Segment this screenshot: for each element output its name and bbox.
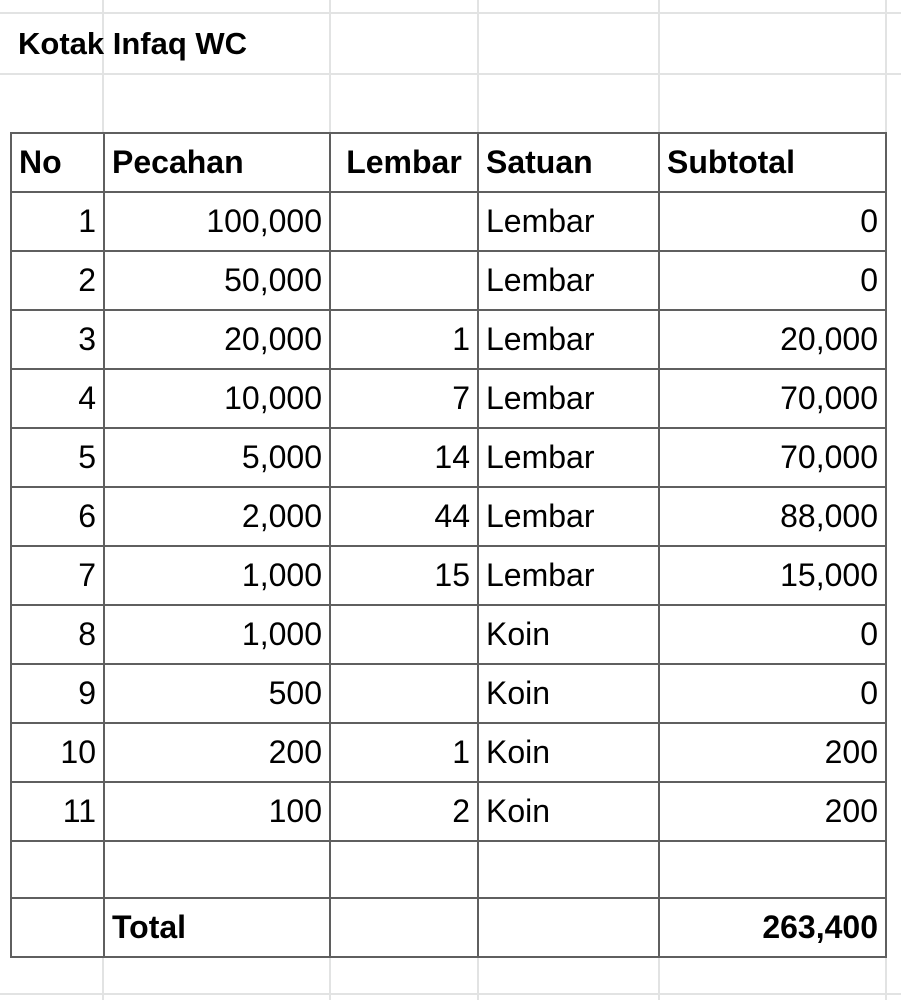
cell-subtotal[interactable]: 70,000 [659,369,886,428]
sheet-title[interactable]: Kotak Infaq WC [18,26,248,61]
cell-subtotal[interactable]: 20,000 [659,310,886,369]
table-row [11,782,886,841]
cell-no[interactable]: 3 [11,310,104,369]
cell-pecahan[interactable]: 1,000 [104,546,330,605]
cell-lembar[interactable]: 14 [330,428,478,487]
cell-pecahan[interactable]: 5,000 [104,428,330,487]
cell-pecahan[interactable]: 2,000 [104,487,330,546]
cell-lembar[interactable] [330,664,478,723]
cell-satuan[interactable]: Lembar [478,251,659,310]
cell-satuan[interactable]: Koin [478,782,659,841]
table-row [11,369,886,428]
total-value-cell[interactable]: 263,400 [659,898,886,957]
cell-lembar[interactable]: 7 [330,369,478,428]
table-row [11,192,886,251]
table-row [11,723,886,782]
cell-pecahan[interactable]: 1,000 [104,605,330,664]
empty-cell[interactable] [330,898,478,957]
cell-lembar[interactable]: 2 [330,782,478,841]
cell-pecahan[interactable]: 50,000 [104,251,330,310]
cell-no[interactable]: 4 [11,369,104,428]
table-row [11,605,886,664]
cell-pecahan[interactable]: 200 [104,723,330,782]
header-cell-lembar[interactable]: Lembar [330,133,478,192]
cell-no[interactable]: 10 [11,723,104,782]
gridline [0,12,901,14]
cell-pecahan[interactable]: 100,000 [104,192,330,251]
gridline [0,73,901,75]
table-row [11,428,886,487]
empty-cell[interactable] [11,898,104,957]
cell-satuan[interactable]: Lembar [478,428,659,487]
cell-satuan[interactable]: Lembar [478,546,659,605]
cell-satuan[interactable]: Koin [478,723,659,782]
cell-lembar[interactable]: 44 [330,487,478,546]
table-row [11,487,886,546]
header-cell-satuan[interactable]: Satuan [478,133,659,192]
empty-cell[interactable] [478,898,659,957]
cell-subtotal[interactable]: 70,000 [659,428,886,487]
table-row [11,251,886,310]
cell-no[interactable]: 9 [11,664,104,723]
cell-satuan[interactable]: Lembar [478,369,659,428]
empty-cell[interactable] [330,841,478,898]
cell-subtotal[interactable]: 15,000 [659,546,886,605]
cell-subtotal[interactable]: 0 [659,251,886,310]
cell-satuan[interactable]: Lembar [478,310,659,369]
cell-no[interactable]: 11 [11,782,104,841]
cell-lembar[interactable]: 1 [330,310,478,369]
cell-subtotal[interactable]: 0 [659,664,886,723]
cell-no[interactable]: 6 [11,487,104,546]
denomination-table [10,132,887,958]
cell-pecahan[interactable]: 20,000 [104,310,330,369]
header-cell-pecahan[interactable]: Pecahan [104,133,330,192]
cell-satuan[interactable]: Koin [478,605,659,664]
cell-subtotal[interactable]: 88,000 [659,487,886,546]
cell-pecahan[interactable]: 100 [104,782,330,841]
cell-no[interactable]: 1 [11,192,104,251]
cell-lembar[interactable] [330,192,478,251]
header-cell-subtotal[interactable]: Subtotal [659,133,886,192]
gridline [0,993,901,995]
cell-subtotal[interactable]: 200 [659,723,886,782]
cell-subtotal[interactable]: 0 [659,192,886,251]
empty-cell[interactable] [104,841,330,898]
header-row [11,133,886,192]
cell-lembar[interactable] [330,251,478,310]
table-row [11,310,886,369]
cell-lembar[interactable]: 15 [330,546,478,605]
cell-satuan[interactable]: Koin [478,664,659,723]
empty-cell[interactable] [478,841,659,898]
cell-lembar[interactable]: 1 [330,723,478,782]
total-label-cell[interactable]: Total [104,898,330,957]
header-cell-no[interactable]: No [11,133,104,192]
cell-no[interactable]: 8 [11,605,104,664]
cell-no[interactable]: 5 [11,428,104,487]
cell-pecahan[interactable]: 500 [104,664,330,723]
total-row [11,898,886,957]
cell-no[interactable]: 7 [11,546,104,605]
cell-subtotal[interactable]: 200 [659,782,886,841]
table-row [11,664,886,723]
empty-row [11,841,886,898]
cell-lembar[interactable] [330,605,478,664]
table-row [11,546,886,605]
empty-cell[interactable] [11,841,104,898]
cell-satuan[interactable]: Lembar [478,192,659,251]
empty-cell[interactable] [659,841,886,898]
cell-satuan[interactable]: Lembar [478,487,659,546]
cell-no[interactable]: 2 [11,251,104,310]
cell-pecahan[interactable]: 10,000 [104,369,330,428]
cell-subtotal[interactable]: 0 [659,605,886,664]
